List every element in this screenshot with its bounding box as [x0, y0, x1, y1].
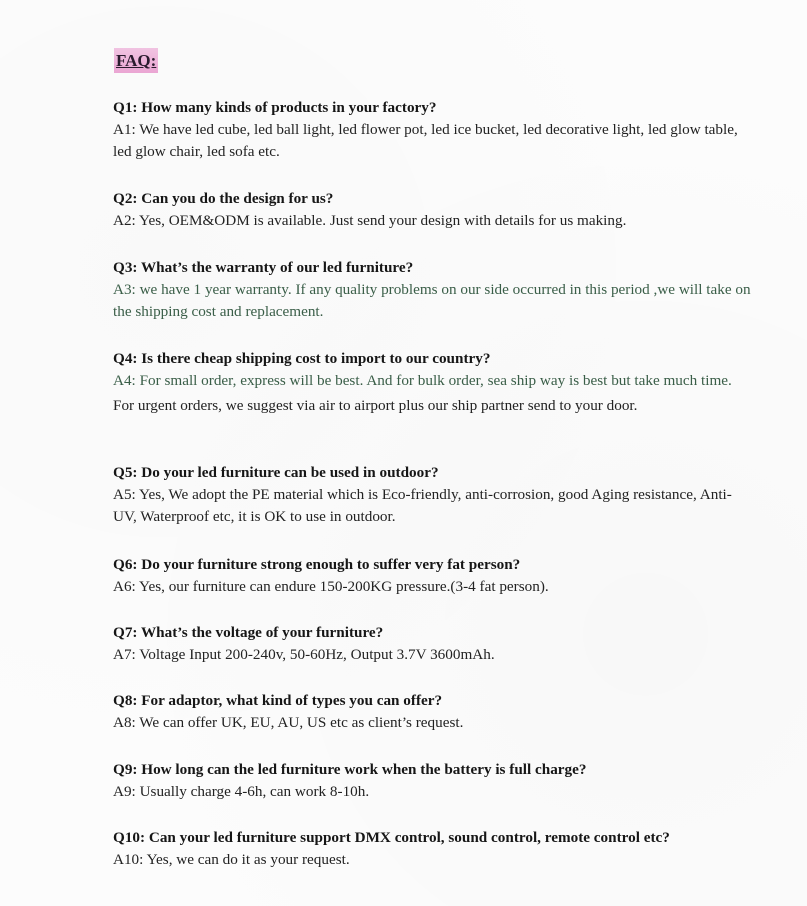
faq-question-7: Q7: What’s the voltage of your furniture? [113, 624, 384, 641]
faq-answer-6: A6: Yes, our furniture can endure 150-200KG pressure.(3-4 fat person). [113, 578, 549, 595]
faq-item-1 [113, 97, 753, 163]
faq-answer-1: A1: We have led cube, led ball light, led flower pot, led ice bucket, led decorative light, led glow table, led glow chair, led sofa etc. [113, 121, 738, 160]
faq-item-9 [113, 759, 753, 803]
faq-item-8 [113, 690, 753, 734]
faq-item-6 [113, 554, 753, 598]
faq-question-5: Q5: Do your led furniture can be used in outdoor? [113, 464, 439, 481]
faq-item-5 [113, 462, 753, 528]
faq-answer-7: A7: Voltage Input 200-240v, 50-60Hz, Output 3.7V 3600mAh. [113, 646, 495, 663]
faq-question-8: Q8: For adaptor, what kind of types you can offer? [113, 692, 443, 709]
faq-answer-2: A2: Yes, OEM&ODM is available. Just send your design with details for us making. [113, 212, 627, 229]
faq-item-7 [113, 622, 753, 666]
faq-item-2 [113, 188, 753, 232]
faq-answer-4-extra: For urgent orders, we suggest via air to airport plus our ship partner send to your door. [113, 397, 638, 414]
faq-answer-5: A5: Yes, We adopt the PE material which is Eco-friendly, anti-corrosion, good Aging resistance, Anti-UV, Waterproof etc, it is OK to use in outdoor. [113, 486, 732, 525]
faq-item-3 [113, 257, 753, 323]
faq-question-1: Q1: How many kinds of products in your factory? [113, 99, 437, 116]
faq-answer-9: A9: Usually charge 4-6h, can work 8-10h. [113, 783, 370, 800]
faq-question-4: Q4: Is there cheap shipping cost to import to our country? [113, 350, 491, 367]
faq-question-9: Q9: How long can the led furniture work when the battery is full charge? [113, 761, 587, 778]
faq-answer-8: A8: We can offer UK, EU, AU, US etc as client’s request. [113, 714, 464, 731]
faq-answer-4: A4: For small order, express will be best. And for bulk order, sea ship way is best but take much time. [113, 372, 732, 389]
faq-item-10 [113, 827, 773, 871]
faq-question-2: Q2: Can you do the design for us? [113, 190, 334, 207]
faq-answer-3: A3: we have 1 year warranty. If any quality problems on our side occurred in this period ,we will take on the shipping cost and replacement. [113, 281, 751, 320]
faq-question-6: Q6: Do your furniture strong enough to suffer very fat person? [113, 556, 521, 573]
faq-heading: FAQ: [114, 48, 158, 73]
faq-item-4 [113, 348, 753, 417]
faq-question-3: Q3: What’s the warranty of our led furniture? [113, 259, 414, 276]
faq-answer-10: A10: Yes, we can do it as your request. [113, 851, 350, 868]
faq-question-10: Q10: Can your led furniture support DMX control, sound control, remote control etc? [113, 829, 670, 846]
